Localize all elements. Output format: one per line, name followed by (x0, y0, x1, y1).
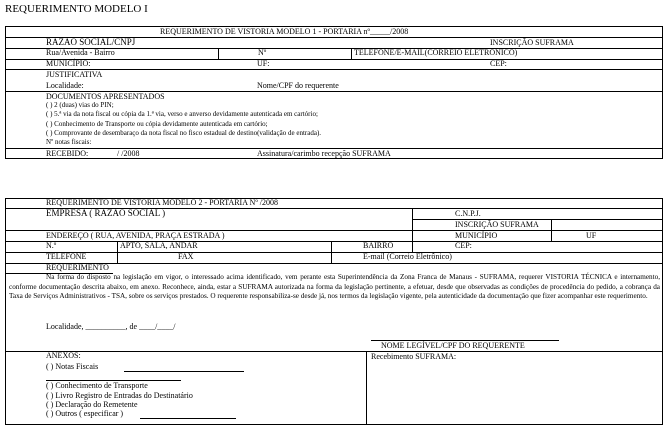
empresa-label: EMPRESA ( RAZÃO SOCIAL ) (46, 208, 166, 218)
anexo-outros: ( ) Outros ( especificar ) (46, 409, 124, 418)
anexos-heading: ANEXOS: (46, 351, 81, 360)
cep-label: CEP: (490, 59, 507, 68)
anexo-livro-registro: ( ) Livro Registro de Entradas do Destinatário (46, 391, 193, 400)
telefone-label-2: TELEFONE (46, 252, 87, 261)
requerimento-paragraph: Na forma do disposto na legislação em vigor, o interessado acima identificado, vem perante esta Superintendência da Zona Franca de Manaus - SUFRAMA, requerer VISTORIA TÉCNICA e internamento, conforme documentação descrita abaixo, em anexo. Reconhece, ainda, estar a SUFRAMA autorizada na forma da legislação pertinente, a efetuar, desde que observadas as condições de procedência do pedido, a cobrança da Taxa de Serviços Administrativos - TSA, sobre os serviços prestados. O requerente responsabiliza-se desde já, nos termos da legislação vigente, pela autenticidade da documentação que fizer acompanhar este requerimento. (9, 273, 660, 300)
form-2-title: REQUERIMENTO DE VISTORIA MODELO 2 - PORTARIA Nº /2008 (46, 198, 279, 207)
requerimento-heading: REQUERIMENTO (46, 263, 109, 272)
notas-fiscais-label: Nº notas fiscais: (46, 138, 92, 146)
numero-label: Nº (258, 48, 267, 57)
justificativa-label: JUSTIFICATIVA (46, 70, 103, 79)
municipio-label: MUNICÍPIO: (46, 59, 91, 68)
razao-social-label: RAZÃO SOCIAL/CNPJ (46, 37, 136, 47)
nome-cpf-label: Nome/CPF do requerente (257, 81, 339, 90)
numero-label-2: N.º (46, 241, 57, 250)
inscricao-label: INSCRIÇÃO SUFRAMA (490, 38, 574, 47)
anexo-declaracao: ( ) Declaração do Remetente (46, 400, 138, 409)
apto-label: APTO, SALA, ANDAR (120, 241, 198, 250)
localidade-label: Localidade: (46, 81, 84, 90)
recebido-date: / /2008 (117, 149, 140, 158)
fax-label: FAX (178, 252, 194, 261)
documentos-heading: DOCUMENTOS APRESENTADOS (46, 92, 165, 101)
nome-legivel-label: NOME LEGÍVEL/CPF DO REQUERENTE (381, 341, 525, 350)
localidade-data-label: Localidade, __________, de ____/____/ (46, 322, 176, 331)
recebimento-suframa-label: Recebimento SUFRAMA: (371, 352, 457, 361)
doc-item-conhecimento: ( ) Conhecimento de Transporte ou cópia devidamente autenticada em cartório; (46, 120, 268, 128)
uf-label-2: UF (586, 231, 597, 240)
page-title: REQUERIMENTO MODELO I (5, 3, 148, 15)
assinatura-label: Assinatura/carimbo recepção SUFRAMA (257, 149, 391, 158)
bairro-label: BAIRRO (363, 241, 394, 250)
form-1-title: REQUERIMENTO DE VISTORIA MODELO 1 - PORTARIA nº_____/2008 (160, 27, 409, 36)
cnpj-label: C.N.P.J. (455, 209, 481, 218)
anexo-conhecimento: ( ) Conhecimento de Transporte (46, 381, 148, 390)
anexo-notas-fiscais: ( ) Notas Fiscais (46, 362, 99, 371)
doc-item-comprovante: ( ) Comprovante de desembaraço da nota fiscal no fisco estadual de destino(validação de entrada). (46, 129, 322, 137)
email-label: E-mail (Correio Eletrônico) (363, 252, 452, 261)
telefone-label: TELEFONE/E-MAIL(CORREIO ELETRONICO) (354, 48, 518, 57)
inscricao-suframa-label: INSCRIÇÃO SUFRAMA (455, 220, 539, 229)
municipio-label-2: MUNICÍPIO (455, 231, 498, 240)
cep-label-2: CEP: (455, 241, 472, 250)
uf-label: UF: (257, 59, 270, 68)
doc-item-pin: ( ) 2 (duas) vias do PIN; (46, 101, 114, 109)
rua-label: Rua/Avenida - Bairro (46, 48, 115, 57)
recebido-label: RECEBIDO: (46, 149, 89, 158)
doc-item-nota-fiscal: ( ) 5.ª via da nota fiscal ou cópia da 1.ª via, verso e anverso devidamente autenticada em cartório; (46, 110, 318, 118)
endereco-label: ENDEREÇO ( RUA, AVENIDA, PRAÇA ESTRADA ) (46, 231, 225, 240)
